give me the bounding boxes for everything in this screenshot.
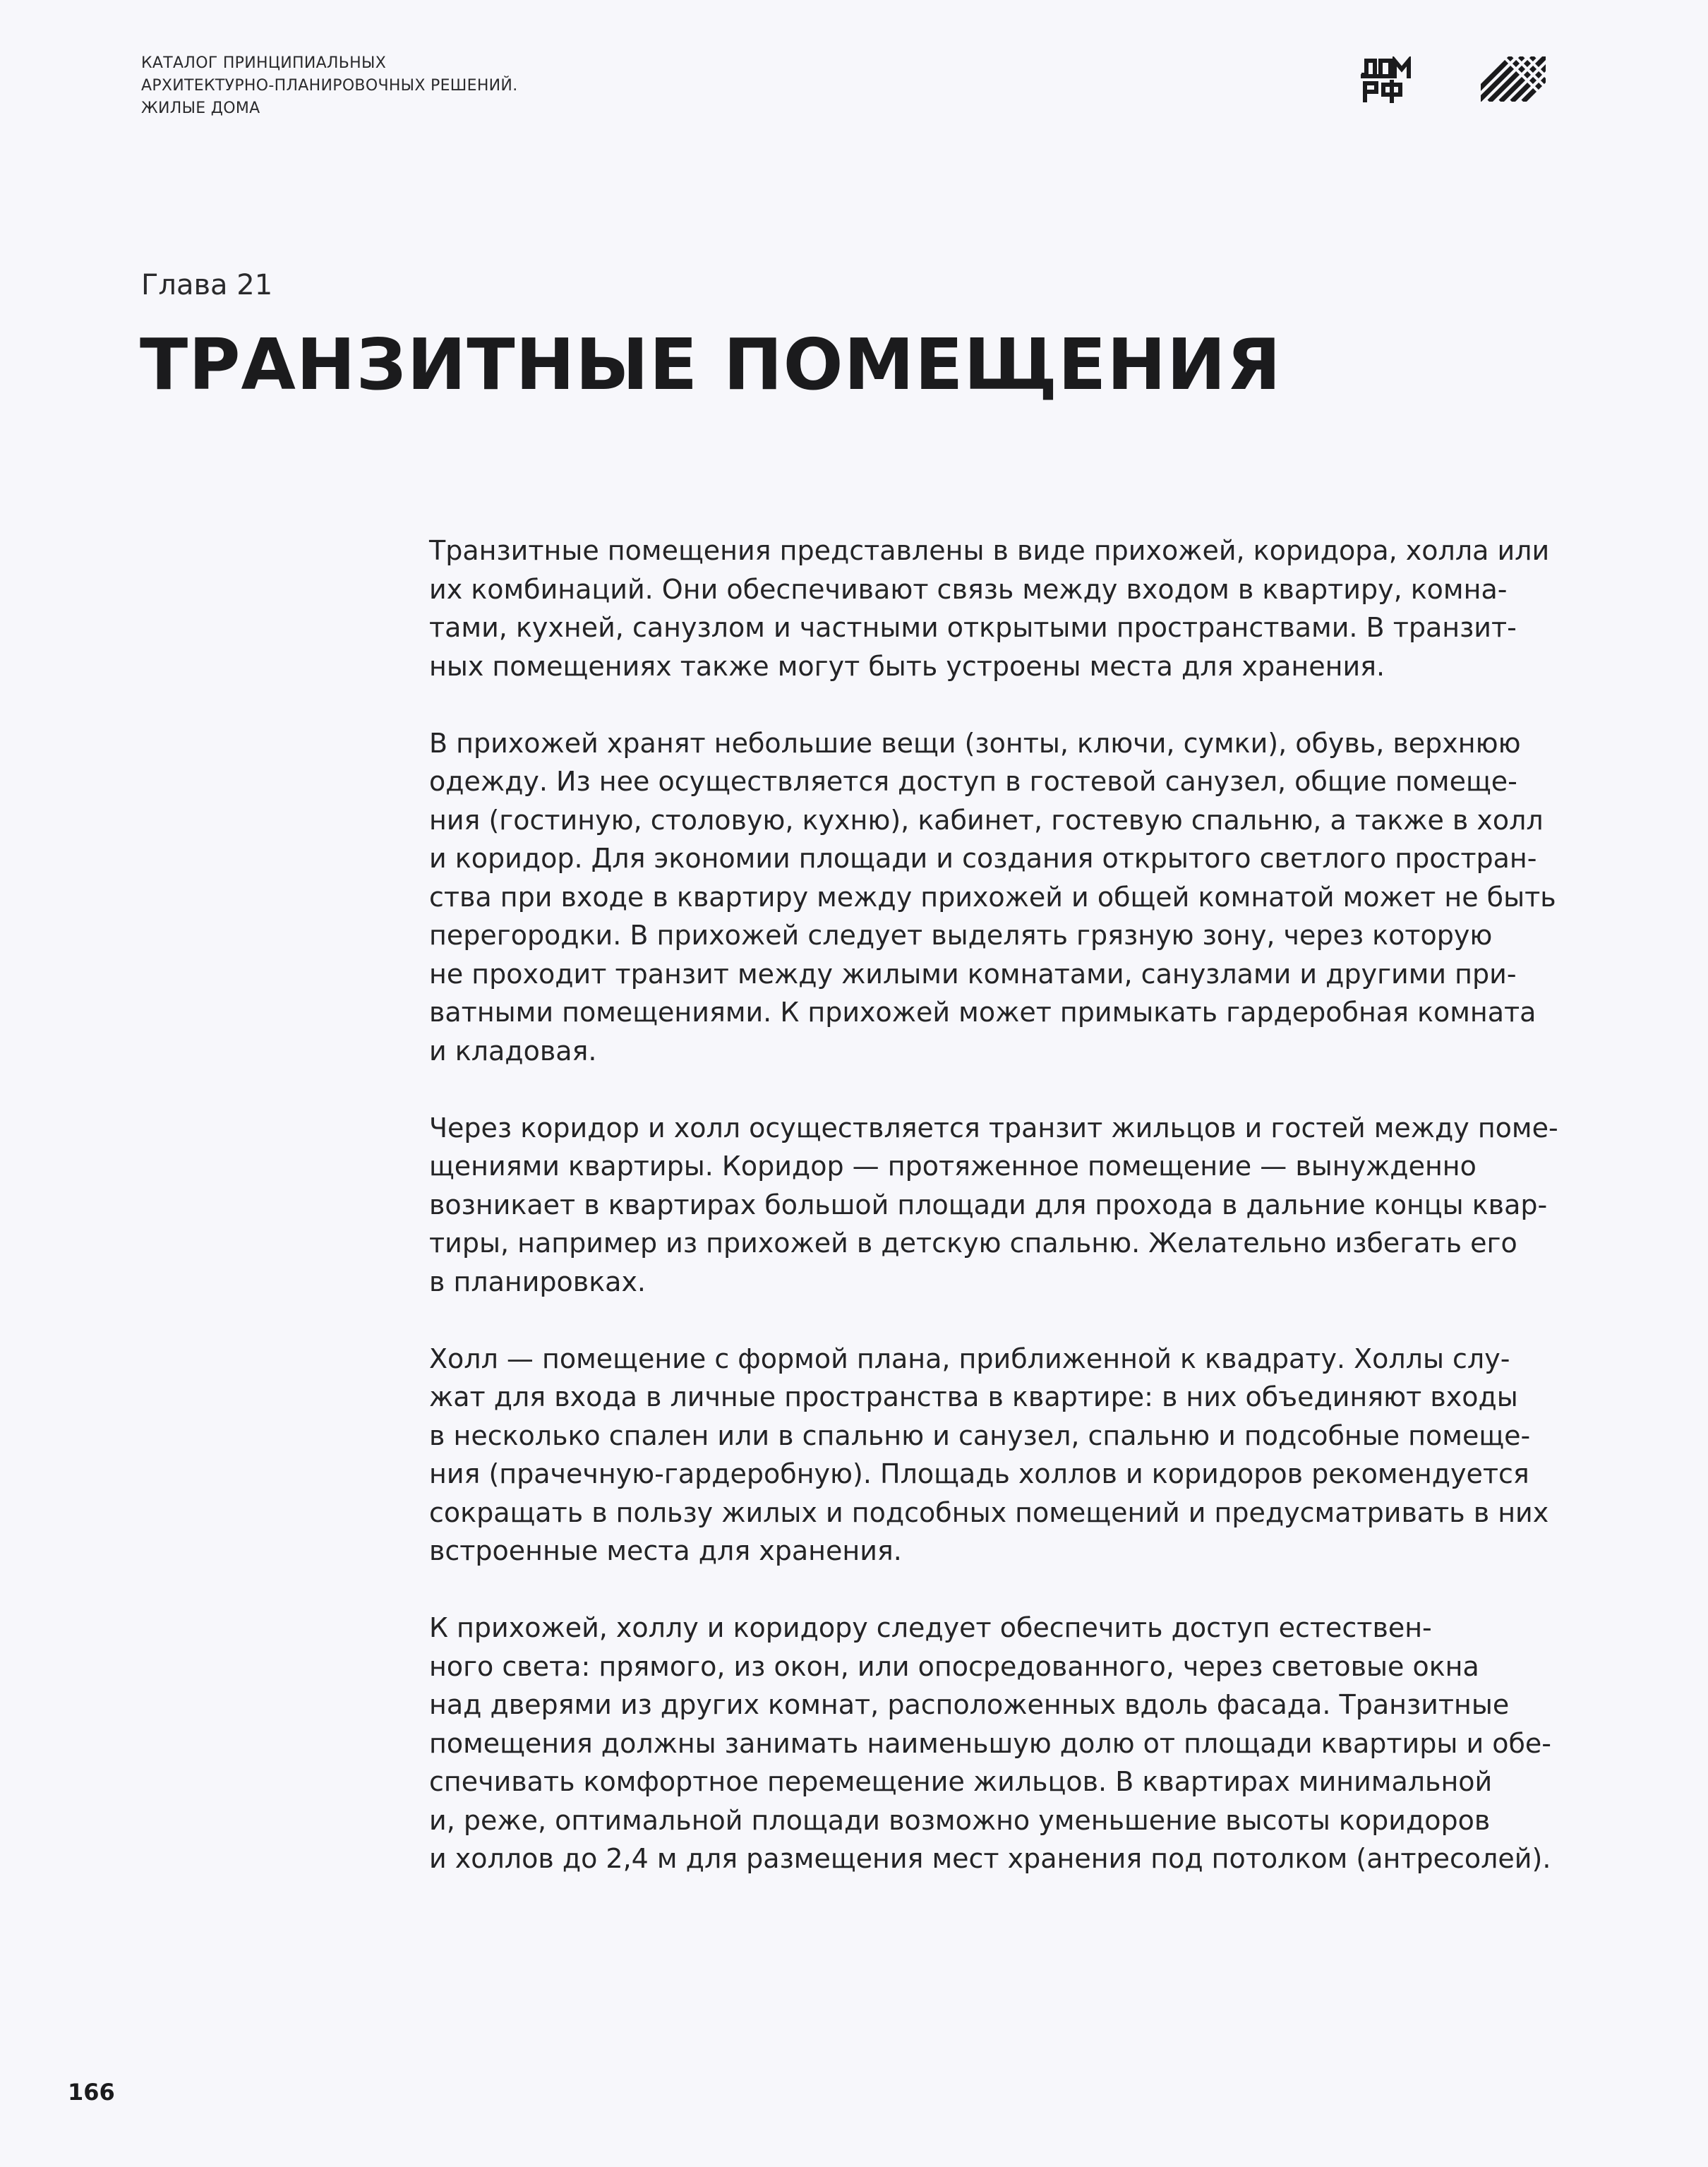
body-text	[429, 532, 1587, 1916]
text-line: и коридор. Для экономии площади и создания открытого светлого простран-	[429, 843, 1537, 874]
dom-rf-logo-icon	[1361, 56, 1412, 103]
header-title-line: КАТАЛОГ ПРИНЦИПИАЛЬНЫХ	[141, 54, 387, 72]
text-line: Через коридор и холл осуществляется транзит жильцов и гостей между поме-	[429, 1112, 1558, 1143]
text-line: не проходит транзит между жилыми комнатами, санузлами и другими при-	[429, 958, 1517, 990]
text-line: В прихожей хранят небольшие вещи (зонты, ключи, сумки), обувь, верхнюю	[429, 727, 1521, 759]
text-line: одежду. Из нее осуществляется доступ в гостевой санузел, общие помеще-	[429, 766, 1517, 797]
header-title-line: ЖИЛЫЕ ДОМА	[141, 100, 260, 117]
page-number: 166	[68, 2079, 115, 2106]
paragraph-hallways-intro	[429, 532, 1587, 685]
text-line: и кладовая.	[429, 1035, 597, 1067]
text-line: ватными помещениями. К прихожей может примыкать гардеробная комната	[429, 997, 1536, 1028]
text-line: Транзитные помещения представлены в виде прихожей, коридора, холла или	[429, 535, 1550, 566]
text-line: ния (гостиную, столовую, кухню), кабинет, гостевую спальню, а также в холл	[429, 804, 1544, 836]
text-line: ния (прачечную-гардеробную). Площадь холлов и коридоров рекомендуется	[429, 1458, 1529, 1489]
text-line: и, реже, оптимальной площади возможно уменьшение высоты коридоров	[429, 1804, 1491, 1836]
text-line: спечивать комфортное перемещение жильцов. В квартирах минимальной	[429, 1766, 1493, 1797]
text-line: встроенные места для хранения.	[429, 1535, 902, 1566]
text-line: сокращать в пользу жилых и подсобных помещений и предусматривать в них	[429, 1496, 1549, 1528]
text-line: К прихожей, холлу и коридору следует обеспечить доступ естествен-	[429, 1612, 1432, 1643]
text-line: возникает в квартирах большой площади для прохода в дальние концы квар-	[429, 1189, 1548, 1220]
header-title-line: АРХИТЕКТУРНО-ПЛАНИРОВОЧНЫХ РЕШЕНИЙ.	[141, 77, 518, 95]
text-line: тами, кухней, санузлом и частными открытыми пространствами. В транзит-	[429, 612, 1517, 643]
text-line: в планировках.	[429, 1266, 646, 1297]
paragraph-natural-light	[429, 1609, 1587, 1878]
text-line: ного света: прямого, из окон, или опосредованного, через световые окна	[429, 1650, 1479, 1682]
text-line: щениями квартиры. Коридор — протяженное помещение — вынужденно	[429, 1151, 1477, 1182]
text-line: помещения должны занимать наименьшую долю от площади квартиры и обе-	[429, 1727, 1551, 1759]
paragraph-hall	[429, 1340, 1587, 1571]
text-line: жат для входа в личные пространства в квартире: в них объединяют входы	[429, 1381, 1518, 1412]
paragraph-corridor	[429, 1109, 1587, 1302]
chapter-label: Глава 21	[141, 269, 273, 301]
text-line: Холл — помещение с формой плана, приближенной к квадрату. Холлы слу-	[429, 1343, 1510, 1374]
text-line: тиры, например из прихожей в детскую спальню. Желательно избегать его	[429, 1227, 1517, 1259]
page-title: ТРАНЗИТНЫЕ ПОМЕЩЕНИЯ	[140, 323, 1282, 406]
text-line: над дверями из других комнат, расположенных вдоль фасада. Транзитные	[429, 1689, 1510, 1720]
text-line: перегородки. В прихожей следует выделять грязную зону, через которую	[429, 920, 1493, 951]
text-line: и холлов до 2,4 м для размещения мест хранения под потолком (антресолей).	[429, 1843, 1551, 1874]
paragraph-entrance-hall	[429, 724, 1587, 1071]
catalog-header-title	[141, 52, 517, 120]
text-line: их комбинаций. Они обеспечивают связь между входом в квартиру, комна-	[429, 573, 1508, 605]
diagonal-stripes-icon	[1481, 56, 1546, 102]
text-line: в несколько спален или в спальню и санузел, спальню и подсобные помеще-	[429, 1419, 1531, 1451]
text-line: ства при входе в квартиру между прихожей и общей комнатой может не быть	[429, 881, 1556, 913]
text-line: ных помещениях также могут быть устроены места для хранения.	[429, 650, 1385, 682]
